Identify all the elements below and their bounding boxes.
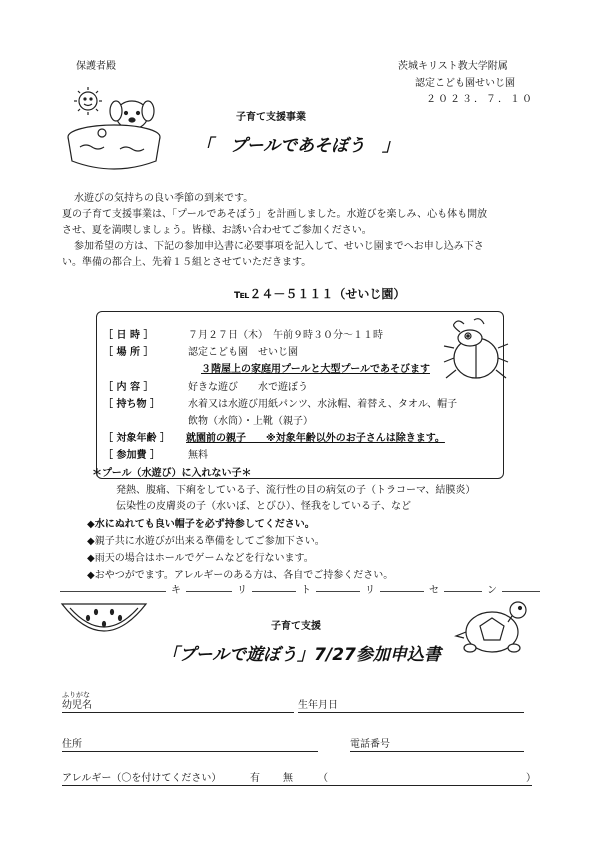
cut-char: ト xyxy=(296,585,316,597)
intro-line-3: させ、夏を満喫しましょう。皆様、お誘い合わせてご参加ください。 xyxy=(62,225,372,236)
child-name-field[interactable] xyxy=(62,712,294,713)
allergy-paren-open: （ xyxy=(318,773,328,784)
cut-char: リ xyxy=(360,585,380,597)
contact-phone: ℡２４－５１１１（せいじ園） xyxy=(234,287,406,301)
no-pool-line-2: 伝染性の皮膚炎の子（水いぼ、とびひ）、怪我をしている子、など xyxy=(116,501,411,512)
cut-line xyxy=(60,585,540,597)
child-name-label: 幼児名 xyxy=(62,700,92,711)
place-label: ［ 場 所 ］ xyxy=(103,347,154,358)
note-prepare: ◆親子共に水遊びが出来る準備をしてご参加下さい。 xyxy=(87,536,325,547)
allergy-field[interactable] xyxy=(62,785,532,786)
items-value-2: 飲物（水筒）・上靴（親子） xyxy=(188,416,313,427)
furigana-label: ふりがな xyxy=(62,691,90,699)
allergy-label: アレルギー（〇を付けてください） xyxy=(62,773,222,784)
sun-icon xyxy=(74,87,102,115)
school-name: 認定こども園せいじ園 xyxy=(415,78,515,89)
note-hat: ◆水にぬれても良い帽子を必ず持参してください。 xyxy=(87,519,315,530)
recipient-label: 保護者殿 xyxy=(76,61,116,72)
phone-label: 電話番号 xyxy=(350,739,390,750)
form-title xyxy=(162,640,441,665)
note-rain: ◆雨天の場合はホールでゲームなどを行ないます。 xyxy=(87,553,314,564)
fee-value: 無料 xyxy=(188,450,208,461)
address-field[interactable] xyxy=(62,751,318,752)
cut-char: セ xyxy=(424,585,444,597)
age-value: 就園前の親子 ※対象年齢以外のお子さんは除きます。 xyxy=(186,433,445,444)
intro-line-5: い。準備の都合上、先着１５組とさせていただきます。 xyxy=(62,257,312,268)
date-label: ［ 日 時 ］ xyxy=(103,330,154,341)
phone-field[interactable] xyxy=(350,751,524,752)
beetle-icon xyxy=(440,318,512,386)
watermelon-icon xyxy=(58,598,150,646)
issue-date: ２０２３．７．１０ xyxy=(426,94,534,105)
intro-line-2: 夏の子育て支援事業は、「プールであそぼう」を計画しました。水遊びを楽しみ、心も体も開放 xyxy=(62,209,488,220)
form-subtitle: 子育て支援 xyxy=(271,621,321,632)
intro-line-4: 参加希望の方は、下記の参加申込書に必要事項を記入して、せいじ園までへお申し込み下さ xyxy=(74,241,484,252)
cut-char: リ xyxy=(232,585,252,597)
place-value: 認定こども園 せいじ園 xyxy=(188,347,298,358)
birthdate-label: 生年月日 xyxy=(298,700,338,711)
place-note: ３階屋上の家庭用プールと大型プールであそびます xyxy=(201,364,430,375)
pool-icon xyxy=(68,125,160,169)
items-label: ［ 持ち物 ］ xyxy=(103,399,160,410)
allergy-yes-option[interactable]: 有 xyxy=(250,773,260,784)
form-title-event: 「プールで遊ぼう」 xyxy=(162,645,315,665)
note-snack: ◆おやつがでます。アレルギーのある方は、各自でご持参ください。 xyxy=(87,570,394,581)
content-label: ［ 内 容 ］ xyxy=(103,382,154,393)
no-pool-line-1: 発熱、腹痛、下痢をしている子、流行性の目の病気の子（トラコーマ、結膜炎） xyxy=(116,485,476,496)
content-value: 好きな遊び 水で遊ぼう xyxy=(188,382,308,393)
allergy-paren-close: ） xyxy=(526,773,536,784)
cut-char: ン xyxy=(482,585,502,597)
address-label: 住所 xyxy=(62,739,82,750)
org-name: 茨城キリスト教大学附属 xyxy=(398,61,508,72)
event-title: 「 プールであそぼう 」 xyxy=(196,136,400,156)
items-value-1: 水着又は水遊び用紙パンツ、水泳帽、着替え、タオル、帽子 xyxy=(188,399,458,410)
allergy-no-option[interactable]: 無 xyxy=(283,773,293,784)
no-pool-title: ＊プール（水遊び）に入れない子＊ xyxy=(92,468,252,479)
date-value: ７月２７日（木） 午前９時３０分～１１時 xyxy=(188,330,383,341)
fee-label: ［ 参加費 ］ xyxy=(103,450,160,461)
turtle-icon xyxy=(452,598,532,660)
form-title-date: 7/27参加申込書 xyxy=(314,645,441,665)
intro-line-1: 水遊びの気持ちの良い季節の到来です。 xyxy=(74,193,254,204)
birthdate-field[interactable] xyxy=(298,712,524,713)
cut-char: キ xyxy=(166,585,186,597)
pool-dog-illustration xyxy=(62,85,166,173)
age-label: ［ 対象年齢 ］ xyxy=(103,433,170,444)
event-subtitle: 子育て支援事業 xyxy=(236,112,306,123)
